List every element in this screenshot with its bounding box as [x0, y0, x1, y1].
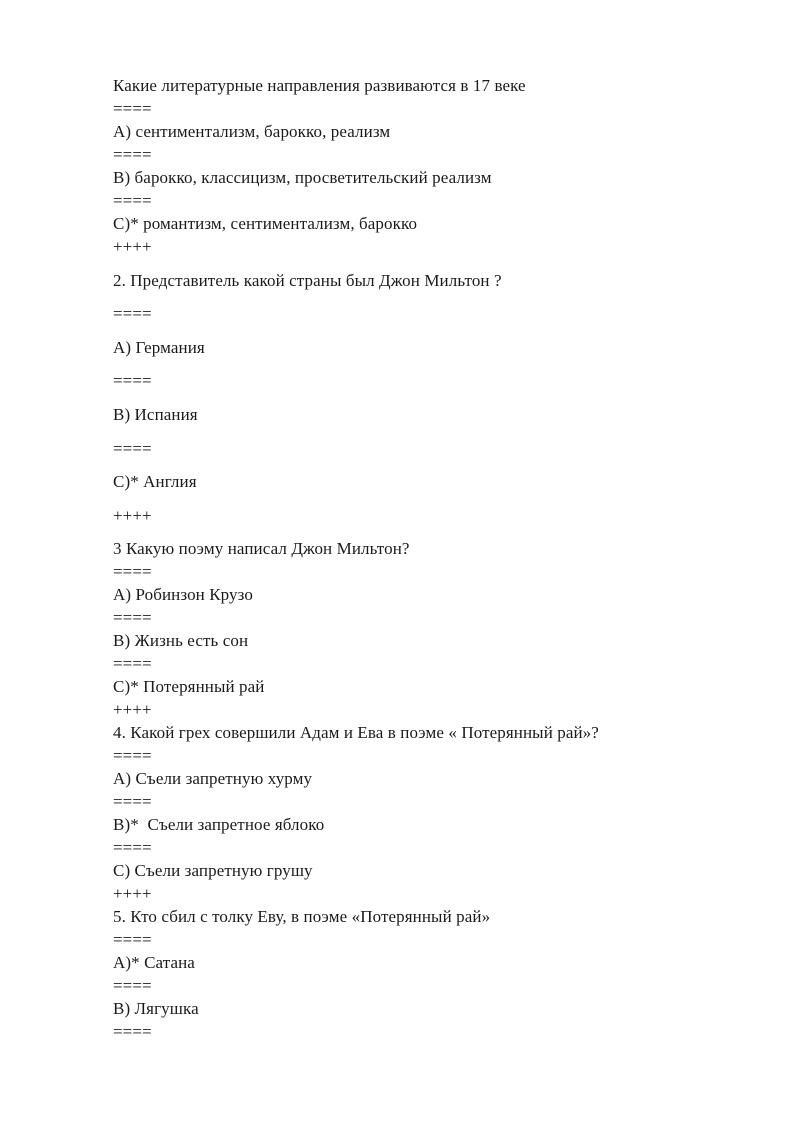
question-3 — [113, 537, 740, 721]
text-line: ==== — [113, 1022, 152, 1042]
text-line: С)* Потерянный рай — [113, 677, 265, 697]
text-line: ++++ — [113, 505, 152, 525]
text-line: В)* Съели запретное яблоко — [113, 815, 325, 835]
text-line: 5. Кто сбил с толку Еву, в поэме «Потерянный рай» — [113, 907, 491, 927]
text-line: ==== — [113, 608, 152, 628]
text-line: А)* Сатана — [113, 953, 195, 973]
question-1 — [113, 74, 740, 258]
text-line: В) Лягушка — [113, 999, 199, 1019]
text-line: 2. Представитель какой страны был Джон Мильтон ? — [113, 270, 502, 290]
text-line: ==== — [113, 304, 152, 324]
text-line: ==== — [113, 438, 152, 458]
text-line: А) Съели запретную хурму — [113, 769, 313, 789]
question-4 — [113, 721, 740, 905]
text-line: С) Съели запретную грушу — [113, 861, 313, 881]
text-line: ==== — [113, 191, 152, 210]
text-line: А) Германия — [113, 337, 205, 357]
text-line: ==== — [113, 792, 152, 812]
text-line: ==== — [113, 976, 152, 996]
text-line: ++++ — [113, 884, 152, 904]
text-line: В) Испания — [113, 404, 198, 424]
text-line: ==== — [113, 99, 152, 118]
text-line: В) барокко, классицизм, просветительский реализм — [113, 168, 492, 187]
text-line: С)* романтизм, сентиментализм, барокко — [113, 214, 418, 233]
text-line: А) Робинзон Крузо — [113, 585, 253, 605]
text-line: А) сентиментализм, барокко, реализм — [113, 122, 391, 141]
text-line: ==== — [113, 930, 152, 950]
text-line: ++++ — [113, 700, 152, 720]
text-line: ++++ — [113, 237, 152, 256]
text-line: ==== — [113, 838, 152, 858]
text-line: ==== — [113, 371, 152, 391]
text-line: ==== — [113, 562, 152, 582]
text-line: Какие литературные направления развиваются в 17 веке — [113, 76, 526, 95]
question-2 — [113, 269, 740, 527]
text-line: С)* Англия — [113, 472, 197, 492]
text-line: ==== — [113, 145, 152, 164]
text-line: В) Жизнь есть сон — [113, 631, 249, 651]
text-line: 3 Какую поэму написал Джон Мильтон? — [113, 539, 410, 559]
text-line: ==== — [113, 654, 152, 674]
question-5 — [113, 905, 740, 1043]
text-line: 4. Какой грех совершили Адам и Ева в поэме « Потерянный рай»? — [113, 723, 599, 743]
document-body — [113, 74, 740, 1043]
text-line: ==== — [113, 746, 152, 766]
